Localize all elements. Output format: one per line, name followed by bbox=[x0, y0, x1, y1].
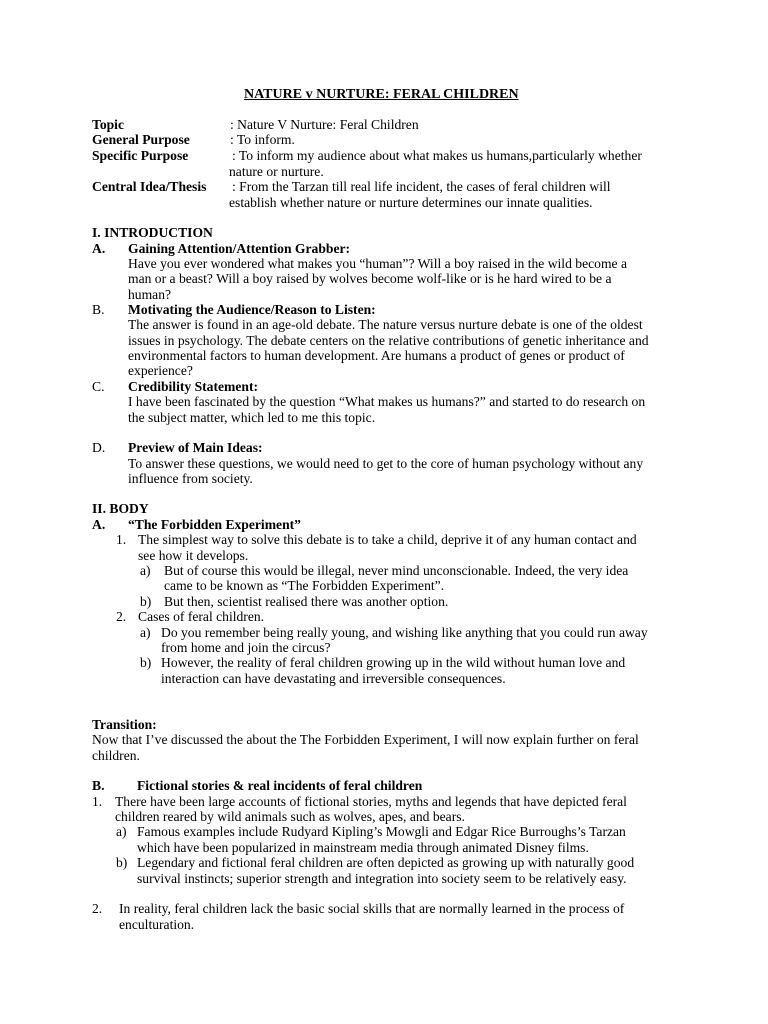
central-idea-value-cont: establish whether nature or nurture determines our innate qualities. bbox=[229, 195, 593, 210]
body-a-item1a-marker: a) bbox=[140, 563, 151, 578]
intro-a-marker: A. bbox=[92, 241, 106, 256]
intro-b-line-1: The answer is found in an age-old debate. The nature versus nurture debate is one of the oldest bbox=[128, 317, 643, 332]
intro-b-line-3: environmental factors to human development. Are humans a product of genes or product of bbox=[128, 348, 625, 363]
body-a-item1a-line-1: But of course this would be illegal, never mind unconscionable. Indeed, the very idea bbox=[164, 563, 629, 578]
body-a-item2-marker: 2. bbox=[116, 609, 127, 624]
intro-b-marker: B. bbox=[92, 302, 105, 317]
body-a-item1b-line-1: But then, scientist realised there was another option. bbox=[164, 594, 449, 609]
body-a-item2-line-1: Cases of feral children. bbox=[138, 609, 265, 624]
intro-a-line-3: human? bbox=[128, 287, 172, 302]
intro-a-line-1: Have you ever wondered what makes you “human”? Will a boy raised in the wild become a bbox=[128, 256, 627, 271]
body-a-item1a-line-2: came to be known as “The Forbidden Experiment”. bbox=[164, 578, 445, 593]
intro-d-line-1: To answer these questions, we would need to get to the core of human psychology without any bbox=[128, 456, 644, 471]
body-b-item1a-marker: a) bbox=[116, 824, 127, 839]
body-a-item1-line-2: see how it develops. bbox=[138, 548, 249, 563]
intro-c-marker: C. bbox=[92, 379, 105, 394]
specific-purpose-label: Specific Purpose bbox=[92, 148, 189, 163]
intro-c-line-1: I have been fascinated by the question “What makes us humans?” and started to do research on bbox=[128, 394, 646, 409]
transition-line-1: Now that I’ve discussed the about the The Forbidden Experiment, I will now explain further on feral bbox=[92, 732, 639, 747]
intro-a-heading: Gaining Attention/Attention Grabber: bbox=[128, 241, 351, 256]
body-a-item2b-line-1: However, the reality of feral children growing up in the wild without human love and bbox=[161, 655, 626, 670]
intro-b-line-2: issues in psychology. The debate centers on the relative contributions of genetic inheritance and bbox=[128, 333, 649, 348]
intro-d-heading: Preview of Main Ideas: bbox=[128, 440, 263, 455]
body-a-item2a-marker: a) bbox=[140, 625, 151, 640]
body-b-heading: Fictional stories & real incidents of feral children bbox=[137, 778, 423, 793]
intro-b-line-4: experience? bbox=[128, 363, 193, 378]
body-b-item1b-line-1: Legendary and fictional feral children are often depicted as growing up with naturally good bbox=[137, 855, 635, 870]
body-b-item1b-line-2: survival instincts; superior strength and integration into society seem to be relatively easy. bbox=[137, 871, 627, 886]
body-a-item2a-line-1: Do you remember being really young, and wishing like anything that you could run away bbox=[161, 625, 648, 640]
general-purpose-value: : To inform. bbox=[230, 132, 295, 147]
specific-purpose-value: : To inform my audience about what makes us humans,particularly whether bbox=[232, 148, 642, 163]
body-b-marker: B. bbox=[92, 778, 105, 793]
central-idea-label: Central Idea/Thesis bbox=[92, 179, 207, 194]
body-a-item1-marker: 1. bbox=[116, 532, 127, 547]
intro-c-line-2: the subject matter, which led to me this topic. bbox=[128, 410, 376, 425]
body-a-item1b-marker: b) bbox=[140, 594, 152, 609]
intro-c-heading: Credibility Statement: bbox=[128, 379, 259, 394]
body-b-item1-line-2: children reared by wild animals such as wolves, apes, and bears. bbox=[115, 809, 465, 824]
body-a-marker: A. bbox=[92, 517, 106, 532]
intro-heading: I. INTRODUCTION bbox=[92, 225, 213, 240]
intro-b-heading: Motivating the Audience/Reason to Listen: bbox=[128, 302, 376, 317]
transition-line-2: children. bbox=[92, 748, 140, 763]
topic-label: Topic bbox=[92, 117, 124, 132]
body-b-item1b-marker: b) bbox=[116, 855, 128, 870]
body-b-item1a-line-1: Famous examples include Rudyard Kipling’s Mowgli and Edgar Rice Burroughs’s Tarzan bbox=[137, 824, 626, 839]
general-purpose-label: General Purpose bbox=[92, 132, 190, 147]
body-a-item2a-line-2: from home and join the circus? bbox=[161, 640, 331, 655]
intro-d-marker: D. bbox=[92, 440, 106, 455]
specific-purpose-value-cont: nature or nurture. bbox=[229, 164, 324, 179]
topic-value: : Nature V Nurture: Feral Children bbox=[230, 117, 419, 132]
body-a-item2b-marker: b) bbox=[140, 655, 152, 670]
central-idea-value: : From the Tarzan till real life incident, the cases of feral children will bbox=[232, 179, 611, 194]
intro-a-line-2: man or a beast? Will a boy raised by wolves become wolf-like or is he hard wired to be a bbox=[128, 271, 612, 286]
body-b-item2-line-1: In reality, feral children lack the basic social skills that are normally learned in the process of bbox=[119, 901, 625, 916]
body-a-item2b-line-2: interaction can have devastating and irreversible consequences. bbox=[161, 671, 506, 686]
body-b-item1-marker: 1. bbox=[92, 794, 103, 809]
transition-heading: Transition: bbox=[92, 717, 157, 732]
body-a-item1-line-1: The simplest way to solve this debate is to take a child, deprive it of any human contact and bbox=[138, 532, 637, 547]
body-b-item2-marker: 2. bbox=[92, 901, 103, 916]
body-heading: II. BODY bbox=[92, 501, 149, 516]
document-title: NATURE v NURTURE: FERAL CHILDREN bbox=[244, 87, 519, 102]
intro-d-line-2: influence from society. bbox=[128, 471, 253, 486]
body-b-item1-line-1: There have been large accounts of fictional stories, myths and legends that have depicted feral bbox=[115, 794, 627, 809]
body-b-item2-line-2: enculturation. bbox=[119, 917, 195, 932]
body-b-item1a-line-2: which have been popularized in mainstream media through animated Disney films. bbox=[137, 840, 589, 855]
body-a-heading: “The Forbidden Experiment” bbox=[128, 517, 301, 532]
